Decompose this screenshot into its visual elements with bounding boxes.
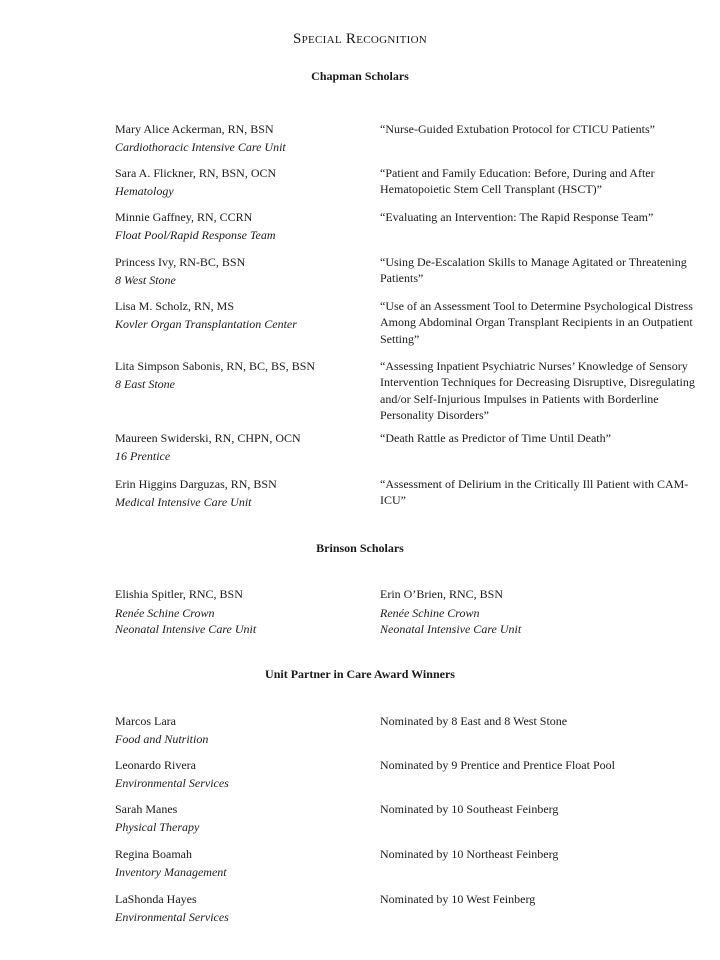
partner-entry xyxy=(115,891,700,931)
nominated-by: Nominated by 9 Prentice and Prentice Float Pool xyxy=(380,758,615,772)
winner-department: Environmental Services xyxy=(115,775,229,790)
project-title: “Assessing Inpatient Psychiatric Nurses’ Knowledge of Sensory Intervention Techniques for Decreasing Disruptive, Disregulating and/or Self-Injurious Impulses in Patients with Borderline Personality Disorders” xyxy=(380,359,695,422)
scholar-unit: 8 East Stone xyxy=(115,376,175,391)
brinson-entry xyxy=(115,586,700,641)
scholar-name: Mary Alice Ackerman, RN, BSN xyxy=(115,122,274,136)
scholar-unit: Neonatal Intensive Care Unit xyxy=(115,622,257,636)
project-title: “Use of an Assessment Tool to Determine Psychological Distress Among Abdominal Organ Transplant Recipients in an Outpatient Setting” xyxy=(380,299,693,346)
chapman-entry xyxy=(115,358,700,422)
nominated-by: Nominated by 10 Southeast Feinberg xyxy=(380,802,559,816)
partner-entry xyxy=(115,757,700,797)
scholar-unit: Medical Intensive Care Unit xyxy=(115,494,252,509)
chapman-entry xyxy=(115,430,700,470)
winner-name: Marcos Lara xyxy=(115,714,176,728)
winner-department: Inventory Management xyxy=(115,864,227,879)
winner-department: Food and Nutrition xyxy=(115,731,209,746)
scholar-name: Sara A. Flickner, RN, BSN, OCN xyxy=(115,166,277,180)
scholar-unit: 8 West Stone xyxy=(115,272,176,287)
winner-department: Environmental Services xyxy=(115,909,229,924)
project-title: “Using De-Escalation Skills to Manage Agitated or Threatening Patients” xyxy=(380,255,687,286)
partner-entry xyxy=(115,846,700,886)
project-title: “Patient and Family Education: Before, During and After Hematopoietic Stem Cell Transplant (HSCT)” xyxy=(380,166,655,197)
project-title: “Evaluating an Intervention: The Rapid Response Team” xyxy=(380,210,654,224)
brinson-scholars-heading: Brinson Scholars xyxy=(316,541,404,555)
scholar-unit: Hematology xyxy=(115,183,174,198)
winner-name: Leonardo Rivera xyxy=(115,758,196,772)
scholar-unit: Renée Schine Crown xyxy=(380,605,480,620)
chapman-entry xyxy=(115,476,700,516)
project-title: “Assessment of Delirium in the Critically Ill Patient with CAM-ICU” xyxy=(380,477,689,508)
partner-award-heading: Unit Partner in Care Award Winners xyxy=(265,667,455,681)
page-title: Special Recognition xyxy=(292,31,428,47)
winner-department: Physical Therapy xyxy=(115,819,200,834)
scholar-unit: Cardiothoracic Intensive Care Unit xyxy=(115,139,286,154)
partner-entry xyxy=(115,713,700,753)
chapman-entry xyxy=(115,121,700,161)
chapman-entry xyxy=(115,209,700,249)
winner-name: Regina Boamah xyxy=(115,847,192,861)
scholar-unit: 16 Prentice xyxy=(115,448,171,463)
project-title: “Nurse-Guided Extubation Protocol for CTICU Patients” xyxy=(380,122,655,136)
scholar-name: Lita Simpson Sabonis, RN, BC, BS, BSN xyxy=(115,359,316,373)
scholar-name: Princess Ivy, RN-BC, BSN xyxy=(115,255,246,269)
nominated-by: Nominated by 10 West Feinberg xyxy=(380,892,536,906)
scholar-name: Minnie Gaffney, RN, CCRN xyxy=(115,210,253,224)
project-title: “Death Rattle as Predictor of Time Until Death” xyxy=(380,431,611,445)
partner-entry xyxy=(115,801,700,841)
scholar-name: Lisa M. Scholz, RN, MS xyxy=(115,299,235,313)
scholar-unit: Renée Schine Crown xyxy=(115,605,215,620)
scholar-name: Elishia Spitler, RNC, BSN xyxy=(115,587,243,601)
scholar-name: Maureen Swiderski, RN, CHPN, OCN xyxy=(115,431,301,445)
chapman-entry xyxy=(115,298,700,346)
chapman-scholars-heading: Chapman Scholars xyxy=(311,69,409,83)
scholar-unit: Neonatal Intensive Care Unit xyxy=(380,622,522,636)
chapman-entry xyxy=(115,254,700,294)
chapman-entry xyxy=(115,165,700,205)
nominated-by: Nominated by 10 Northeast Feinberg xyxy=(380,847,559,861)
nominated-by: Nominated by 8 East and 8 West Stone xyxy=(380,714,568,728)
scholar-name: Erin Higgins Darguzas, RN, BSN xyxy=(115,477,277,491)
winner-name: Sarah Manes xyxy=(115,802,178,816)
scholar-unit: Float Pool/Rapid Response Team xyxy=(115,227,276,242)
winner-name: LaShonda Hayes xyxy=(115,892,197,906)
scholar-name: Erin O’Brien, RNC, BSN xyxy=(380,587,503,601)
scholar-unit: Kovler Organ Transplantation Center xyxy=(115,316,297,331)
